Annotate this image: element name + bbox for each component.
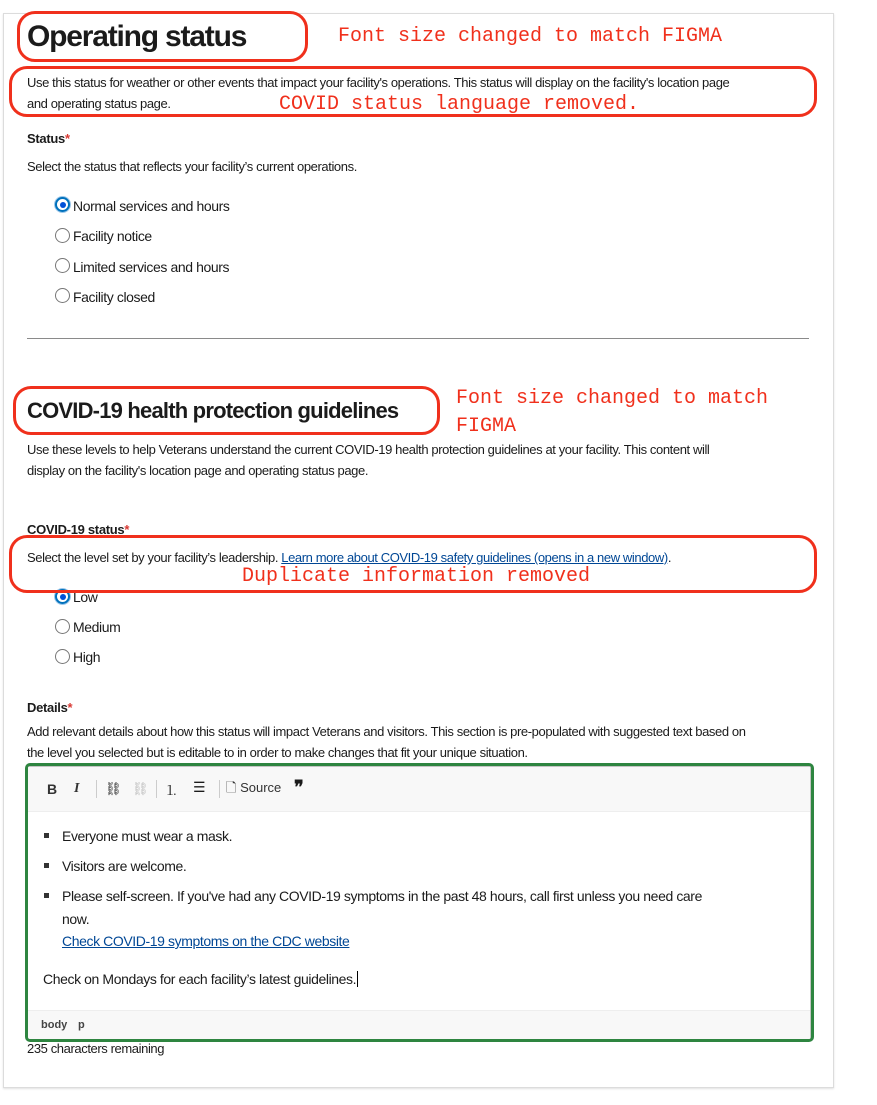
annotation-green-box [25, 763, 814, 1042]
list-item-continued: now. [62, 911, 90, 927]
radio-notice[interactable] [55, 228, 70, 243]
radio-high[interactable] [55, 649, 70, 664]
covid-status-label: COVID-19 status* [27, 522, 130, 537]
operating-description-2: and operating status page. [27, 96, 171, 111]
bulleted-list-icon[interactable]: ☰ [193, 779, 206, 795]
annotation-text: FIGMA [456, 415, 517, 438]
document-icon: 🗋 [226, 780, 237, 795]
radio-label[interactable]: Medium [73, 619, 121, 635]
blockquote-icon[interactable]: ❞ [294, 777, 304, 797]
page-title: Operating status [27, 20, 247, 53]
list-item: Everyone must wear a mask. [62, 828, 233, 844]
editor-paragraph: Check on Mondays for each facility’s latest guidelines. [43, 971, 357, 987]
radio-medium[interactable] [55, 619, 70, 634]
section-divider [27, 338, 809, 339]
radio-closed[interactable] [55, 288, 70, 303]
covid-description-2: display on the facility's location page and operating status page. [27, 463, 369, 478]
cdc-link[interactable]: Check COVID-19 symptoms on the CDC website [62, 933, 350, 949]
path-body[interactable]: body [41, 1019, 68, 1031]
annotation-text: COVID status language removed. [279, 93, 640, 116]
radio-label[interactable]: Normal services and hours [73, 198, 230, 214]
covid-guidelines-link[interactable]: Learn more about COVID-19 safety guidelines (opens in a new window) [281, 550, 668, 565]
details-help: Add relevant details about how this status will impact Veterans and visitors. This section is pre-populated with suggested text based on [27, 724, 746, 739]
status-label: Status* [27, 131, 70, 146]
annotation-text: Duplicate information removed [242, 565, 591, 588]
radio-label[interactable]: Low [73, 589, 98, 605]
radio-label[interactable]: Limited services and hours [73, 259, 230, 275]
list-item: Please self-screen. If you've had any COVID-19 symptoms in the past 48 hours, call first unless you need care [62, 888, 702, 904]
unlink-icon[interactable]: ⛓ [132, 781, 149, 796]
radio-normal[interactable] [55, 197, 70, 212]
radio-label[interactable]: High [73, 649, 101, 665]
details-help-2: the level you selected but is editable to in order to make changes that fit your unique situation. [27, 745, 528, 760]
list-item: Visitors are welcome. [62, 858, 187, 874]
radio-limited[interactable] [55, 258, 70, 273]
covid-status-help: Select the level set by your facility’s leadership. Learn more about COVID-19 safety guidelines (opens in a new window). [27, 550, 672, 565]
operating-description: Use this status for weather or other events that impact your facility's operations. This status will display on the facility's location page [27, 75, 730, 90]
radio-label[interactable]: Facility closed [73, 289, 155, 305]
details-label: Details* [27, 700, 73, 715]
link-icon[interactable]: ⛓ [105, 781, 122, 796]
annotation-box-covid-title [13, 386, 440, 435]
status-help: Select the status that reflects your facility’s current operations. [27, 159, 357, 174]
annotation-box-title [17, 11, 308, 62]
annotation-text: Font size changed to match [456, 387, 769, 410]
numbered-list-icon[interactable]: ⒈ [165, 783, 179, 798]
covid-description: Use these levels to help Veterans understand the current COVID-19 health protection guidelines at your facility. This content will [27, 442, 710, 457]
italic-button[interactable]: I [74, 781, 80, 796]
path-p[interactable]: p [78, 1019, 85, 1031]
radio-label[interactable]: Facility notice [73, 228, 152, 244]
source-button[interactable]: 🗋 Source [226, 780, 282, 795]
bold-button[interactable]: B [47, 781, 58, 797]
covid-title: COVID-19 health protection guidelines [27, 398, 399, 423]
chars-remaining: 235 characters remaining [27, 1041, 165, 1056]
annotation-text: Font size changed to match FIGMA [338, 25, 723, 48]
